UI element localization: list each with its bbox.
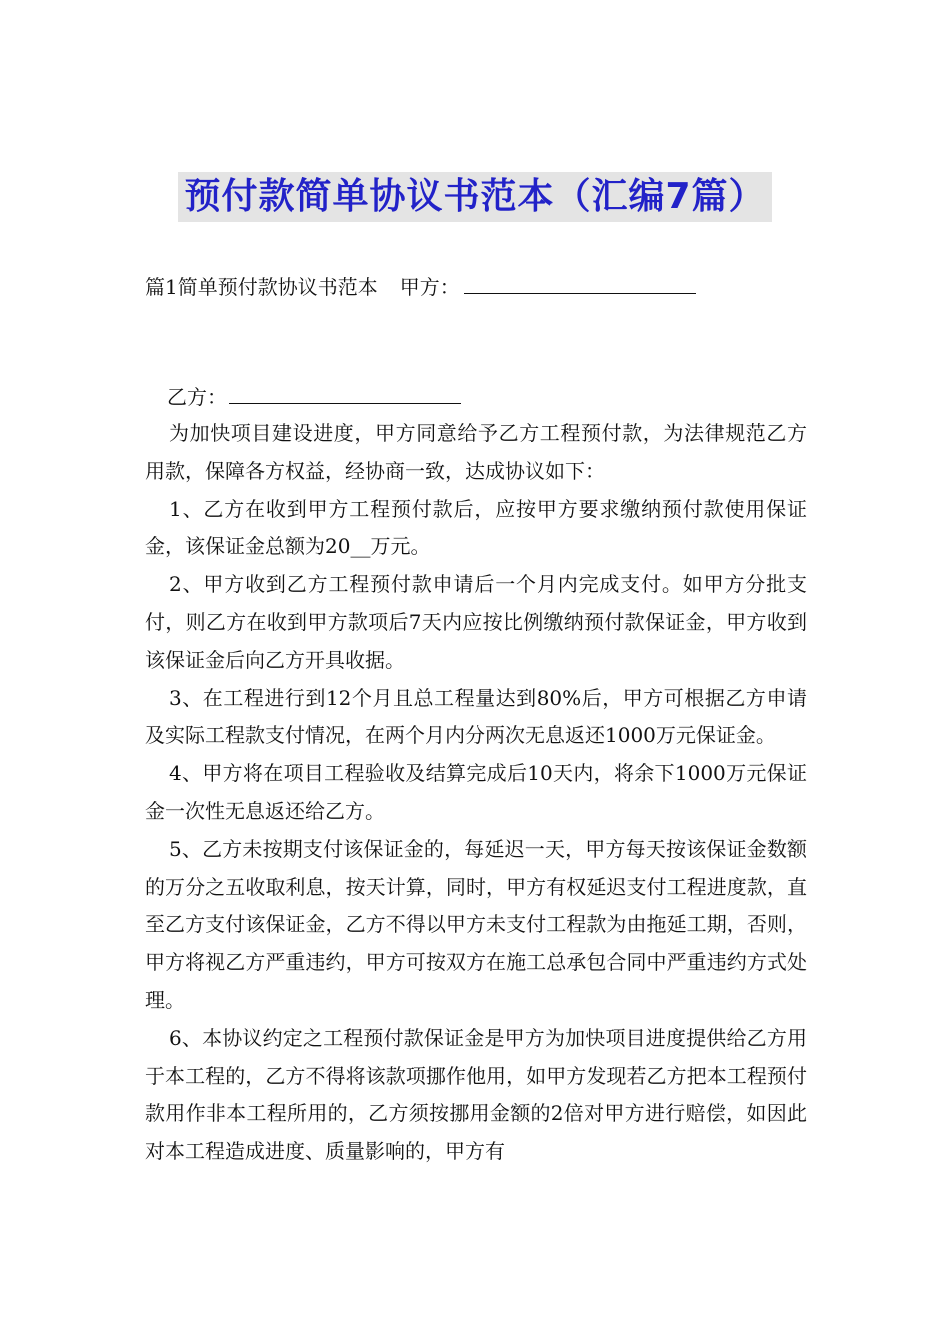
party-b-blank	[229, 381, 461, 404]
chapter-heading-line	[145, 270, 696, 304]
document-title: 预付款简单协议书范本（汇编7篇）	[178, 172, 771, 222]
title-container	[0, 172, 950, 222]
paragraph-clause-5: 5、乙方未按期支付该保证金的，每延迟一天，甲方每天按该保证金数额的万分之五收取利息，按天计算，同时，甲方有权延迟支付工程进度款，直至乙方支付该保证金，乙方不得以甲方未支付工程款为由拖延工期，否则，甲方将视乙方严重违约，甲方可按双方在施工总承包合同中严重违约方式处理。	[145, 836, 807, 1012]
paragraph-clause-2: 2、甲方收到乙方工程预付款申请后一个月内完成支付。如甲方分批支付，则乙方在收到甲方款项后7天内应按比例缴纳预付款保证金，甲方收到该保证金后向乙方开具收据。	[145, 572, 807, 672]
party-b-label: 乙方：	[167, 385, 227, 409]
paragraph-clause-4: 4、甲方将在项目工程验收及结算完成后10天内，将余下1000万元保证金一次性无息返还给乙方。	[145, 761, 807, 823]
document-body	[145, 415, 807, 1171]
paragraph-clause-6: 6、本协议约定之工程预付款保证金是甲方为加快项目进度提供给乙方用于本工程的，乙方不得将该款项挪作他用，如甲方发现若乙方把本工程预付款用作非本工程所用的，乙方须按挪用金额的2倍对甲方进行赔偿，如因此对本工程造成进度、质量影响的，甲方有	[145, 1025, 807, 1164]
paragraph-clause-3: 3、在工程进行到12个月且总工程量达到80%后，甲方可根据乙方申请及实际工程款支付情况，在两个月内分两次无息返还1000万元保证金。	[145, 685, 807, 748]
chapter-heading: 篇1简单预付款协议书范本	[145, 275, 378, 299]
party-a-blank	[464, 271, 696, 294]
paragraph-clause-1: 1、乙方在收到甲方工程预付款后，应按甲方要求缴纳预付款使用保证金，该保证金总额为20__万元。	[145, 496, 807, 559]
paragraph-intro: 为加快项目建设进度，甲方同意给予乙方工程预付款，为法律规范乙方用款，保障各方权益，经协商一致，达成协议如下：	[145, 421, 807, 483]
party-b-line	[167, 380, 461, 414]
party-a-label: 甲方：	[399, 275, 460, 299]
